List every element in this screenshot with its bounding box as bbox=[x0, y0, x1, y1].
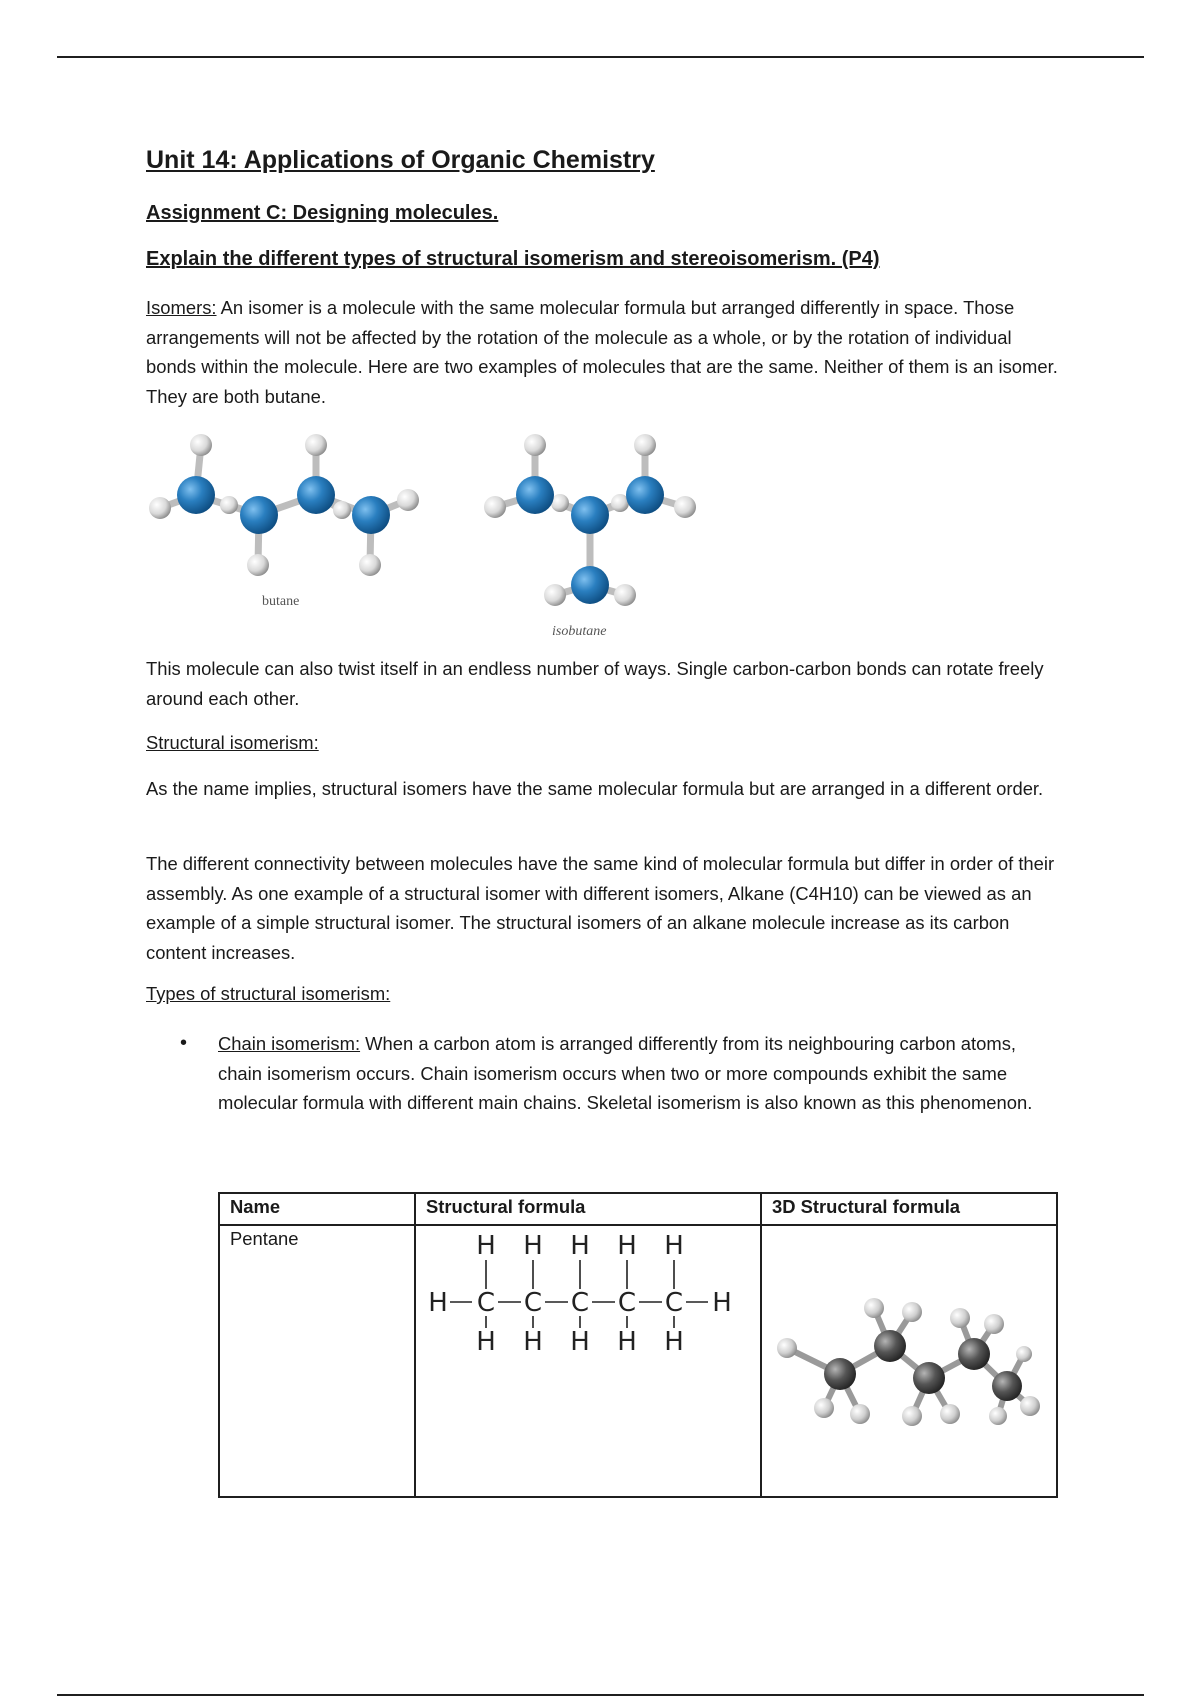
carbon-5: C bbox=[664, 1288, 684, 1318]
isomers-paragraph bbox=[146, 293, 1066, 411]
document-title: Unit 14: Applications of Organic Chemistry bbox=[146, 146, 655, 174]
hydrogen-bottom-3: H bbox=[570, 1327, 590, 1356]
header-name: Name bbox=[219, 1193, 415, 1225]
terminal-hydrogen-right: H bbox=[712, 1288, 732, 1318]
footer-rule bbox=[57, 1694, 1144, 1696]
bullet-marker: • bbox=[180, 1032, 188, 1054]
carbon-3: C bbox=[570, 1288, 590, 1318]
twist-paragraph: This molecule can also twist itself in an endless number of ways. Single carbon-carbon bonds can rotate freely around each other. bbox=[146, 658, 1044, 709]
chain-isomerism-text bbox=[218, 1029, 1058, 1118]
header-3d-formula: 3D Structural formula bbox=[761, 1193, 1057, 1225]
hydrogen-top-5: H bbox=[664, 1231, 684, 1261]
isomers-label: Isomers: bbox=[146, 297, 217, 318]
carbon-2: C bbox=[523, 1288, 543, 1318]
question-heading: Explain the different types of structural isomerism and stereoisomerism. (P4) bbox=[146, 248, 880, 270]
hydrogen-bottom-2: H bbox=[523, 1327, 543, 1356]
structural-paragraph-1: As the name implies, structural isomers have the same molecular formula but are arranged in a different order. bbox=[146, 778, 1044, 799]
structural-isomerism-heading: Structural isomerism: bbox=[146, 732, 319, 753]
hydrogen-bottom-1: H bbox=[476, 1327, 496, 1356]
header-rule bbox=[57, 56, 1144, 58]
butane-model-image bbox=[146, 425, 426, 585]
pentane-name-cell: Pentane bbox=[219, 1225, 415, 1497]
header-structural-formula: Structural formula bbox=[415, 1193, 761, 1225]
structural-paragraph-2: The different connectivity between molecules have the same kind of molecular formula but differ in order of their assembly. As one example of a structural isomer with different isomers, Alkane (C4H10) can be viewed as an example of a simple structural isomer. The structural isomers of an alkane molecule increase as its carbon content increases. bbox=[146, 853, 1055, 963]
assignment-heading: Assignment C: Designing molecules. bbox=[146, 202, 499, 224]
isobutane-model-image bbox=[480, 425, 700, 615]
hydrogen-top-1: H bbox=[476, 1231, 496, 1261]
types-heading: Types of structural isomerism: bbox=[146, 983, 391, 1004]
carbon-1: C bbox=[476, 1288, 496, 1318]
isomers-text: An isomer is a molecule with the same molecular formula but arranged differently in space. Those arrangements will not be affected by the rotation of the molecule as a whole, or by the rotation of individual bonds within the molecule. Here are two examples of molecules that are the same. Neither of them is an isomer. They are both butane. bbox=[146, 297, 1058, 407]
pentane-structural-formula bbox=[416, 1226, 758, 1356]
pentane-3d-model bbox=[762, 1226, 1054, 1476]
hydrogen-bottom-5: H bbox=[664, 1327, 684, 1356]
butane-caption: butane bbox=[262, 594, 300, 609]
isomer-table bbox=[218, 1192, 1058, 1498]
isobutane-caption: isobutane bbox=[552, 624, 607, 639]
chain-isomerism-label: Chain isomerism: bbox=[218, 1033, 361, 1054]
terminal-hydrogen-left: H bbox=[428, 1288, 448, 1318]
hydrogen-top-4: H bbox=[617, 1231, 637, 1261]
carbon-4: C bbox=[617, 1288, 637, 1318]
hydrogen-bottom-4: H bbox=[617, 1327, 637, 1356]
hydrogen-top-3: H bbox=[570, 1231, 590, 1261]
pentane-structural-cell bbox=[415, 1225, 761, 1497]
chain-isomerism-body: When a carbon atom is arranged differently from its neighbouring carbon atoms, chain isomerism occurs. Chain isomerism occurs when two or more compounds exhibit the same molecular formula with different main chains. Skeletal isomerism is also known as this phenomenon. bbox=[218, 1033, 1033, 1113]
hydrogen-top-2: H bbox=[523, 1231, 543, 1261]
pentane-3d-cell bbox=[761, 1225, 1057, 1497]
